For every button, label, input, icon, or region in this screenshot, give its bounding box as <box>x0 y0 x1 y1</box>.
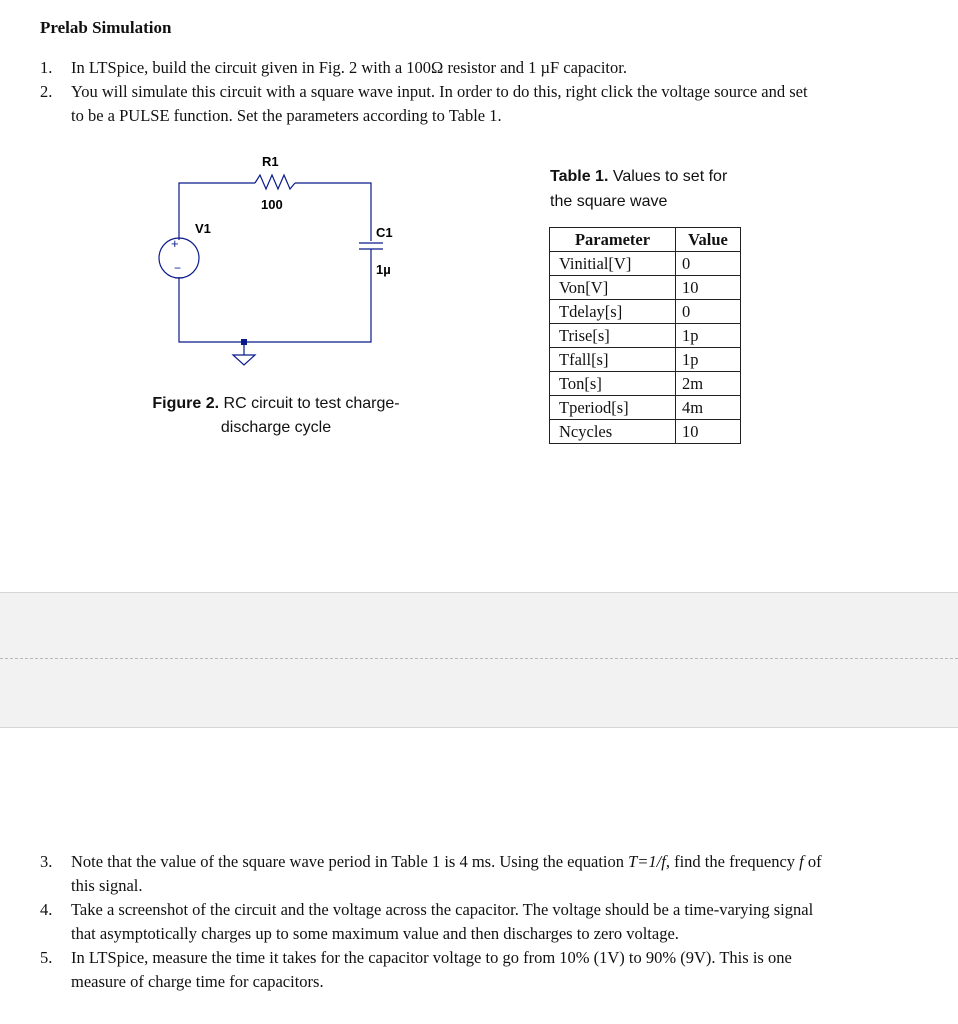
figure-caption-label: Figure 2. <box>152 395 220 412</box>
list-text: Take a screenshot of the circuit and the voltage across the capacitor. The voltage should be a time-varying signal that asymptotically charges up to some maximum value and then discharges to zero voltage. <box>71 900 814 943</box>
table-cell: 10 <box>676 276 741 300</box>
list-item <box>40 946 840 994</box>
page-break-divider <box>0 658 958 659</box>
v1-label: V1 <box>195 221 211 236</box>
table-cell: Ton[s] <box>550 372 676 396</box>
table-cell: 0 <box>676 300 741 324</box>
list-text: of this signal. <box>71 852 822 895</box>
figure-caption-text: RC circuit to test charge-discharge cycle <box>219 395 400 436</box>
list-text: , find the frequency <box>665 852 800 871</box>
list-text: Note that the value of the square wave period in Table 1 is 4 ms. Using the equation <box>71 852 629 871</box>
list-number: 5. <box>40 948 53 967</box>
table-row <box>550 252 741 276</box>
table-cell: 2m <box>676 372 741 396</box>
table-cell: Tperiod[s] <box>550 396 676 420</box>
table-row <box>550 372 741 396</box>
table-row <box>550 276 741 300</box>
list-text: In LTSpice, measure the time it takes for the capacitor voltage to go from 10% (1V) to 90% (9V). This is one measure of charge time for capacitors. <box>71 948 792 991</box>
instruction-list-top <box>40 56 820 128</box>
figure-caption <box>140 392 412 440</box>
ground-node-dot <box>241 339 247 345</box>
wire-top-left <box>179 183 255 240</box>
table-row <box>550 396 741 420</box>
wire-bottom <box>179 249 371 342</box>
list-item <box>40 850 840 898</box>
column-header-parameter: Parameter <box>550 228 676 252</box>
table-cell: Vinitial[V] <box>550 252 676 276</box>
list-number: 4. <box>40 900 53 919</box>
list-text: You will simulate this circuit with a square wave input. In order to do this, right click the voltage source and set to be a PULSE function. Set the parameters according to Table 1. <box>71 82 808 125</box>
column-header-value: Value <box>676 228 741 252</box>
resistor-r1-symbol <box>255 175 295 189</box>
r1-value: 100 <box>261 197 283 212</box>
equation: T=1/f <box>628 852 666 871</box>
table-cell: 1p <box>676 348 741 372</box>
table-cell: 4m <box>676 396 741 420</box>
c1-value: 1µ <box>376 262 391 277</box>
table-cell: 10 <box>676 420 741 444</box>
list-number: 2. <box>40 82 53 101</box>
table-cell: Von[V] <box>550 276 676 300</box>
rc-circuit-schematic <box>140 145 420 375</box>
parameter-table <box>549 227 741 444</box>
table-row <box>550 300 741 324</box>
list-number: 1. <box>40 58 53 77</box>
page-title: Prelab Simulation <box>40 18 172 37</box>
list-item <box>40 80 820 128</box>
table-header-row <box>550 228 741 252</box>
table-cell: Trise[s] <box>550 324 676 348</box>
list-text: In LTSpice, build the circuit given in Fig. 2 with a 100Ω resistor and 1 µF capacitor. <box>71 58 627 77</box>
ground-symbol <box>233 355 255 365</box>
wire-top-right <box>295 183 371 241</box>
r1-label: R1 <box>262 154 279 169</box>
page-break-band <box>0 592 958 728</box>
minus-sign: − <box>174 261 182 275</box>
table-cell: Tdelay[s] <box>550 300 676 324</box>
table-cell: 1p <box>676 324 741 348</box>
table-cell: 0 <box>676 252 741 276</box>
list-number: 3. <box>40 852 53 871</box>
table-cell: Tfall[s] <box>550 348 676 372</box>
list-item <box>40 56 820 80</box>
table-cell: Ncycles <box>550 420 676 444</box>
table-caption-text: Values to set for the square wave <box>550 168 728 210</box>
table-row <box>550 348 741 372</box>
table-row <box>550 324 741 348</box>
table-caption <box>550 164 750 214</box>
plus-sign: + <box>171 236 179 251</box>
instruction-list-bottom <box>40 850 840 994</box>
table-caption-label: Table 1. <box>550 168 609 185</box>
c1-label: C1 <box>376 225 393 240</box>
list-item <box>40 898 840 946</box>
frequency-symbol: f <box>799 852 804 871</box>
table-row <box>550 420 741 444</box>
